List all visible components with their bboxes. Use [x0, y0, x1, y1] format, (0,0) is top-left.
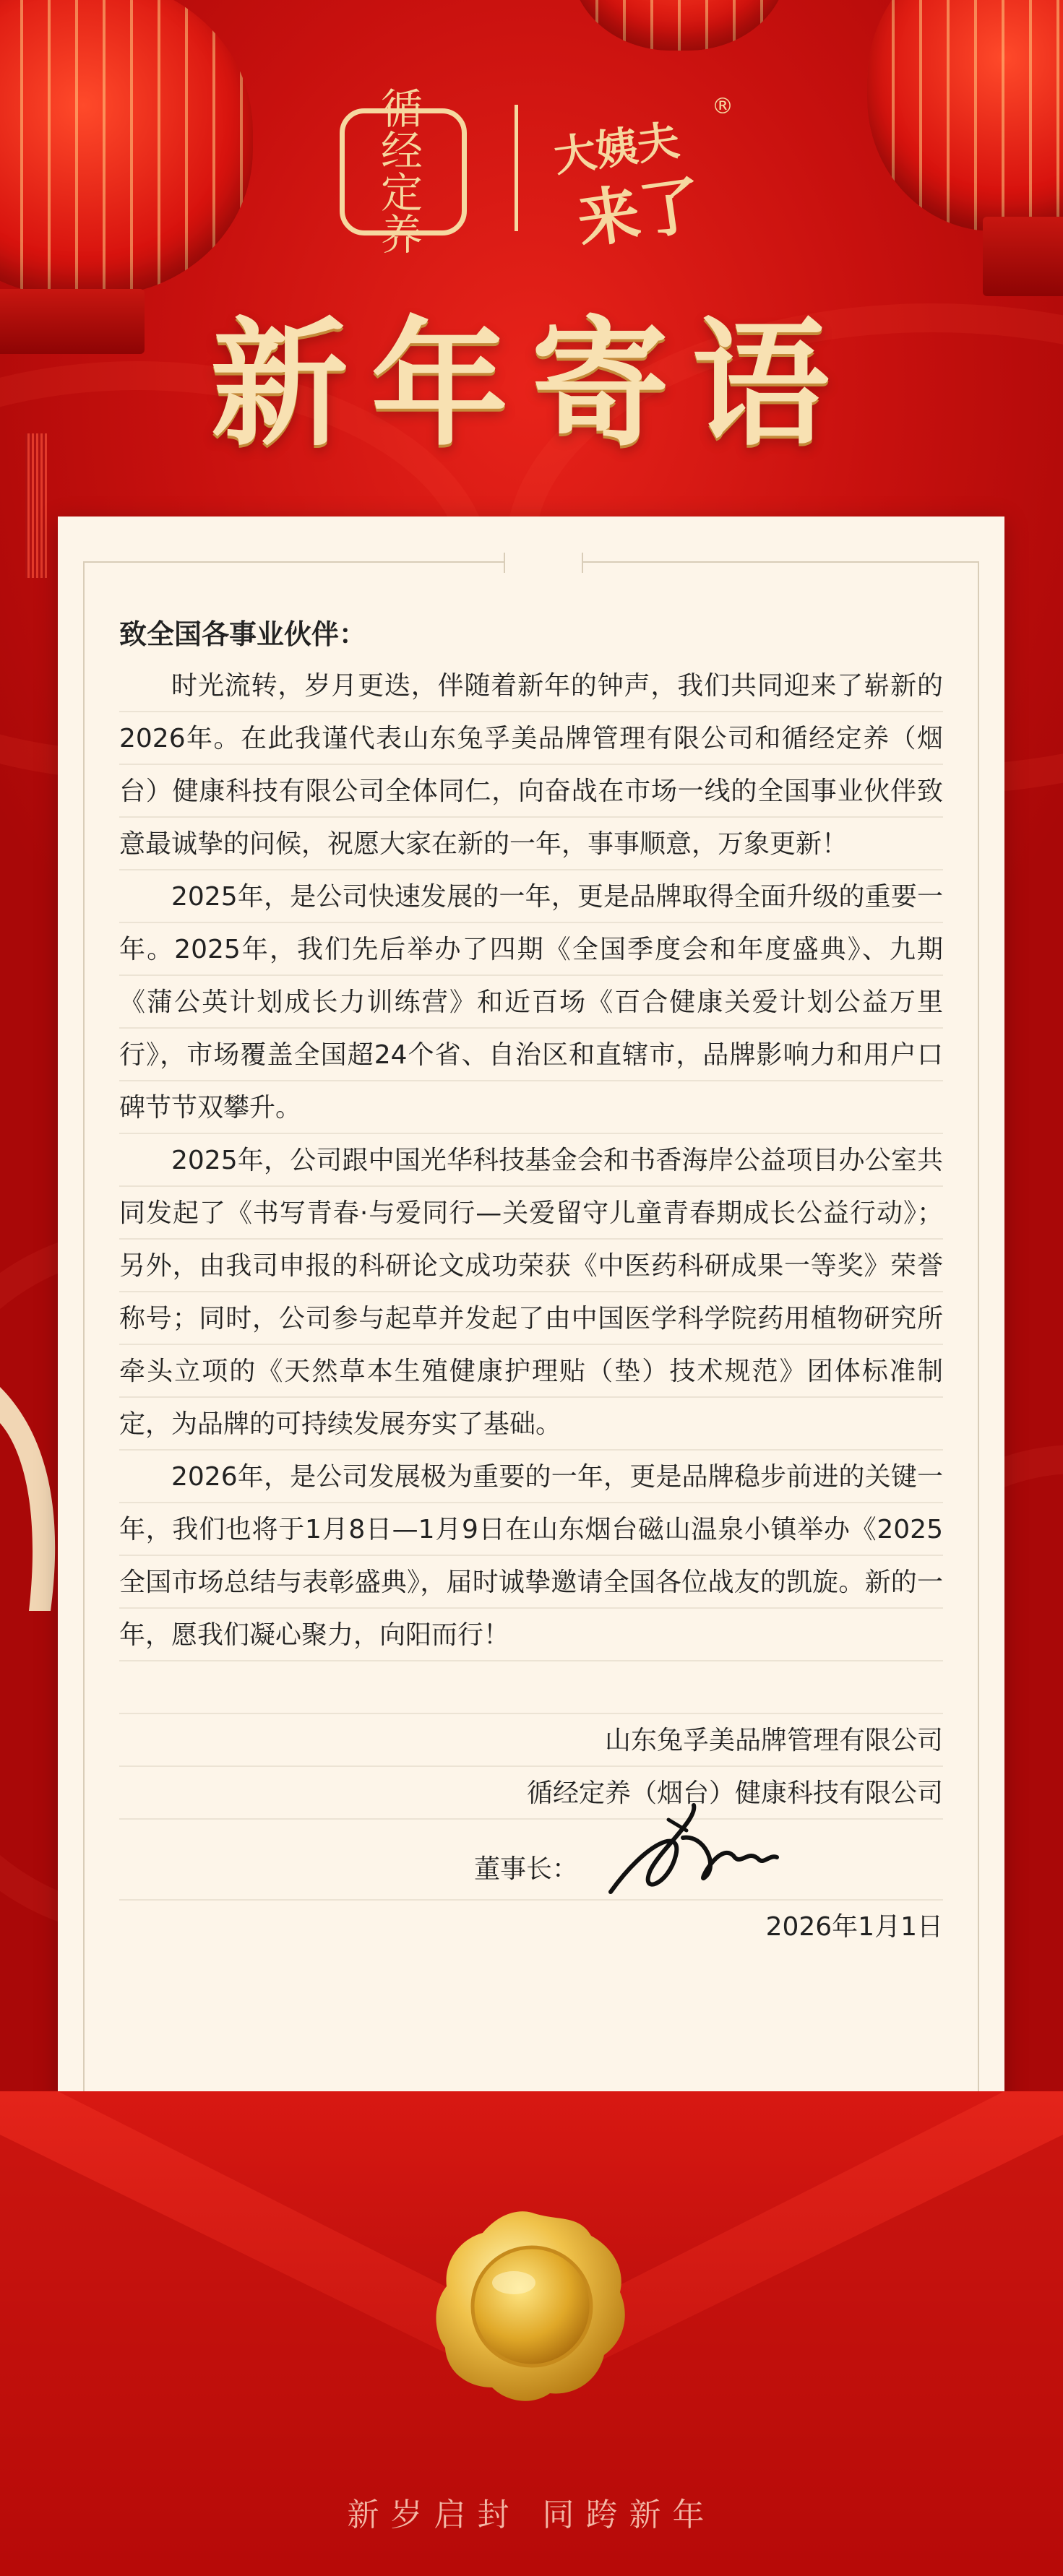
brand-logo-line1: 大姨夫 [551, 115, 683, 182]
frame-notch [504, 553, 583, 573]
logo-divider [515, 105, 518, 231]
lantern-right [867, 0, 1063, 231]
ruled-line [119, 1661, 943, 1714]
lantern-left [0, 0, 253, 296]
page-title: 新年寄语 [210, 303, 853, 464]
letter-paragraph: 2025年，公司跟中国光华科技基金会和书香海岸公益项目办公室共同发起了《书写青春·与爱同行—关爱留守儿童青春期成长公益行动》；另外，由我司申报的科研论文成功荣获《中医药科研成果一等奖》荣誉称号；同时，公司参与起草并发起了由中国医学科学院药用植物研究所牵头立项的《天然草本生殖健康护理贴（垫）技术规范》团体标准制定，为品牌的可持续发展夯实了基础。 [119, 1134, 943, 1451]
company-name-1: 山东兔孚美品牌管理有限公司 [119, 1714, 943, 1767]
letter-paragraph: 2025年，是公司快速发展的一年，更是品牌取得全面升级的重要一年。2025年，我们先后举办了四期《全国季度会和年度盛典》、九期《蒲公英计划成长力训练营》和近百场《百合健康关爱计划公益万里行》，市场覆盖全国超24个省、自治区和直辖市，品牌影响力和用户口碑节节双攀升。 [119, 870, 943, 1134]
chairman-label: 董事长： [473, 1854, 578, 1884]
footer-slogan: 新岁启封 同跨新年 [347, 2497, 716, 2533]
seal-logo-text: 循经定养 [380, 85, 426, 259]
chairman-row [119, 1820, 943, 1901]
letter-date: 2026年1月1日 [765, 1912, 943, 1942]
registered-mark: ® [712, 94, 733, 119]
letter-paper [58, 517, 1004, 2156]
company-name-2: 循经定养（烟台）健康科技有限公司 [119, 1767, 943, 1820]
brand-logo [548, 87, 724, 258]
brand-logo-line2: 来了 [572, 168, 707, 258]
letter-body [119, 609, 943, 1953]
lantern-center [571, 0, 788, 51]
seal-logo [340, 85, 467, 259]
signature-image [596, 1798, 784, 1906]
wax-seal [431, 2207, 633, 2409]
letter-salutation: 致全国各事业伙伴： [119, 618, 367, 650]
letter-paragraph: 2026年，是公司发展极为重要的一年，更是品牌稳步前进的关键一年，我们也将于1月8日—1月9日在山东烟台磁山温泉小镇举办《2025全国市场总结与表彰盛典》，届时诚挚邀请全国各位战友的凯旋。新的一年，愿我们凝心聚力，向阳而行！ [119, 1451, 943, 1661]
letter-paragraph: 时光流转，岁月更迭，伴随着新年的钟声，我们共同迎来了崭新的2026年。在此我谨代表山东兔孚美品牌管理有限公司和循经定养（烟台）健康科技有限公司全体同仁，向奋战在市场一线的全国事业伙伴致意最诚挚的问候，祝愿大家在新的一年，事事顺意，万象更新！ [119, 660, 943, 870]
